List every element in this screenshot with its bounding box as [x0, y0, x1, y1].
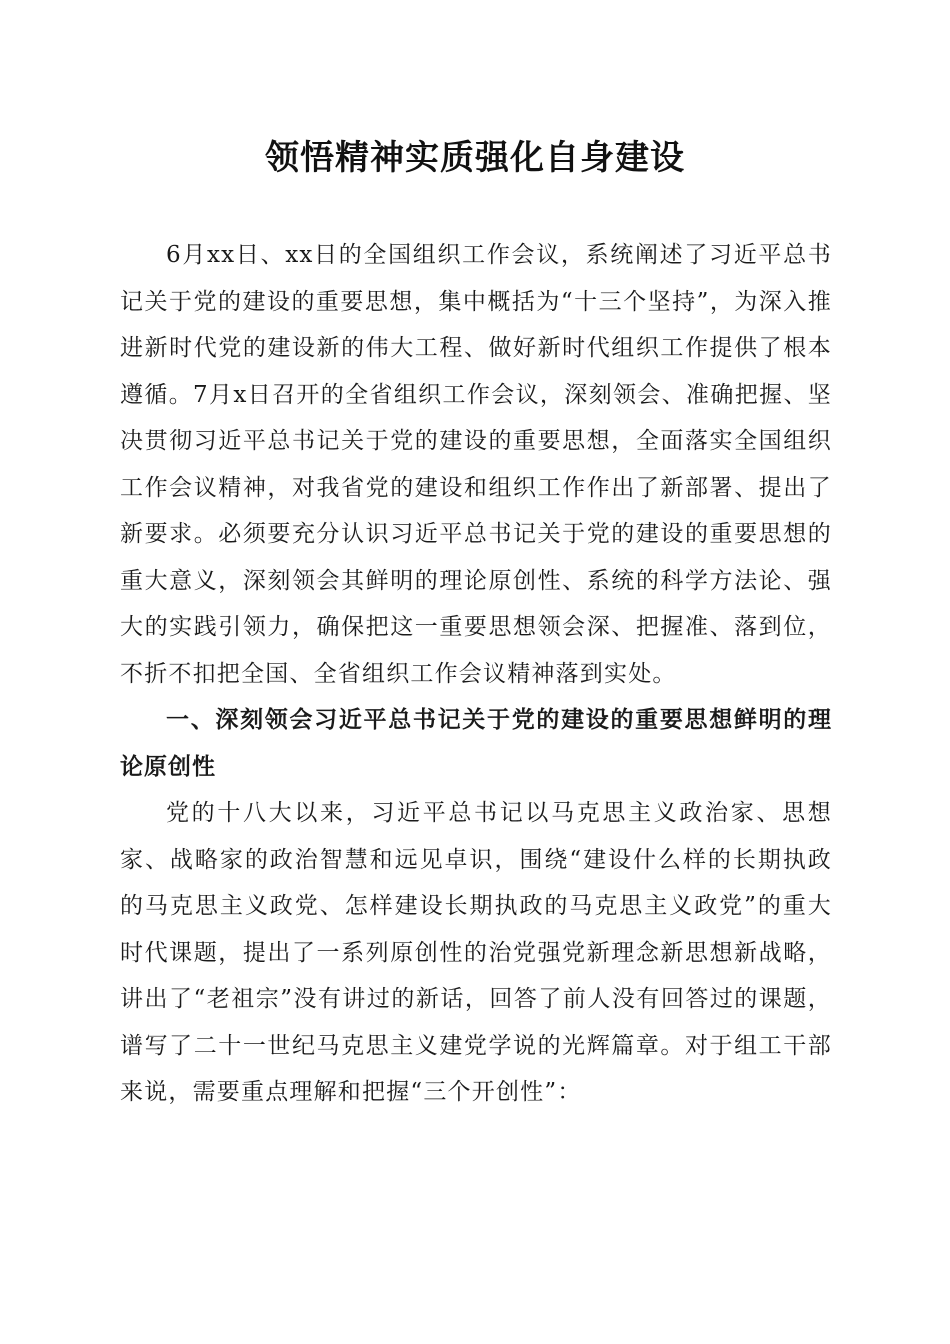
paragraph-intro: 6月xx日、xx日的全国组织工作会议，系统阐述了习近平总书记关于党的建设的重要思想，集中概括为“十三个坚持”，为深入推进新时代党的建设新的伟大工程、做好新时代组织工作提供了根本遵循。7月x日召开的全省组织工作会议，深刻领会、准确把握、坚决贯彻习近平总书记关于党的建设的重要思想，全面落实全国组织工作会议精神，对我省党的建设和组织工作作出了新部署、提出了新要求。必须要充分认识习近平总书记关于党的建设的重要思想的重大意义，深刻领会其鲜明的理论原创性、系统的科学方法论、强大的实践引领力，确保把这一重要思想领会深、把握准、落到位，不折不扣把全国、全省组织工作会议精神落到实处。 — [120, 242, 832, 687]
paragraph-section-1: 党的十八大以来，习近平总书记以马克思主义政治家、思想家、战略家的政治智慧和远见卓识，围绕“建设什么样的长期执政的马克思主义政党、怎样建设长期执政的马克思主义政党”的重大时代课题，提出了一系列原创性的治党强党新理念新思想新战略，讲出了“老祖宗”没有讲过的新话，回答了前人没有回答过的课题，谱写了二十一世纪马克思主义建党学说的光辉篇章。对于组工干部来说，需要重点理解和把握“三个开创性”： — [120, 800, 832, 1105]
document-body — [120, 232, 832, 1116]
document-title: 领悟精神实质强化自身建设 — [265, 138, 685, 178]
section-heading-1: 一、深刻领会习近平总书记关于党的建设的重要思想鲜明的理论原创性 — [120, 707, 832, 780]
